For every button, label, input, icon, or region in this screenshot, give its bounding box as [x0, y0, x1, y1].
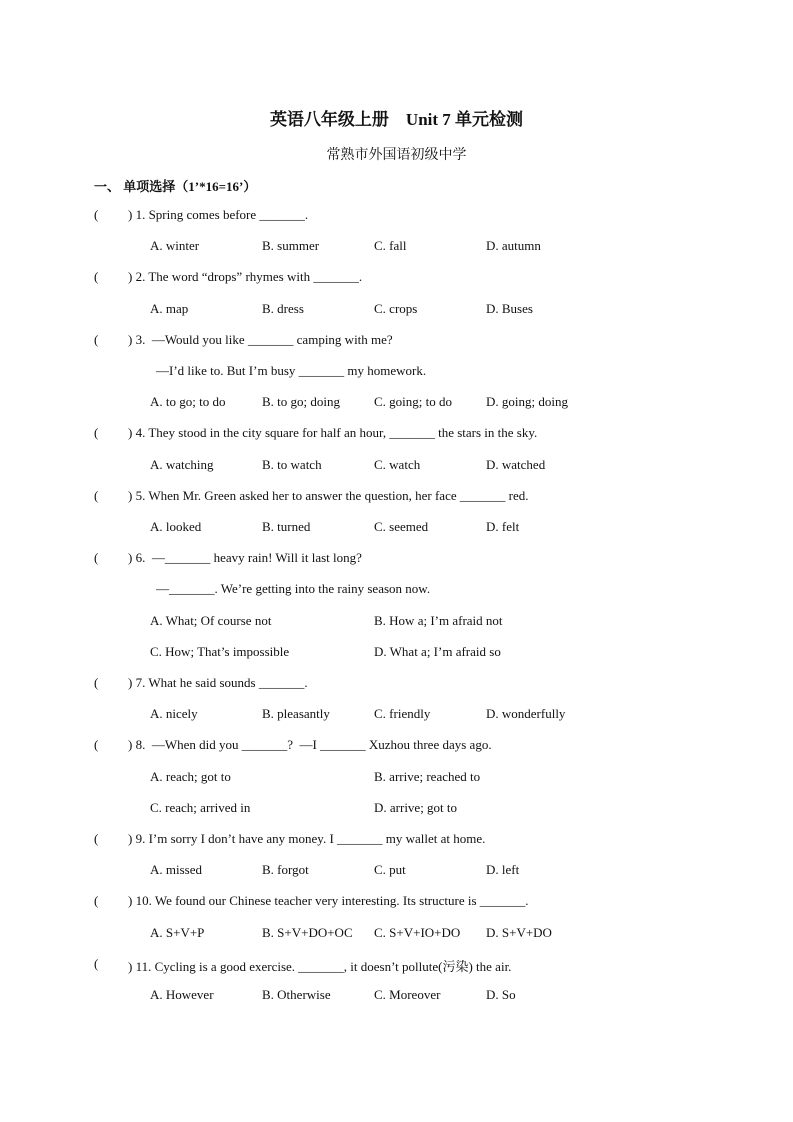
question-text: ) 7. What he said sounds _______. — [128, 675, 308, 690]
answer-blank-open: ( — [94, 488, 99, 503]
option-b: B. to watch — [262, 457, 322, 472]
option-d: D. wonderfully — [486, 706, 566, 721]
school-name: 常熟市外国语初级中学 — [326, 148, 467, 163]
option-d: D. watched — [486, 457, 546, 472]
option-a: A. looked — [150, 519, 202, 534]
section-heading: 一、 单项选择（1’*16=16’） — [94, 179, 257, 194]
option-b: B. to go; doing — [262, 394, 341, 409]
option-c: C. fall — [374, 238, 407, 253]
question-text: ) 1. Spring comes before _______. — [128, 207, 309, 222]
option-d: D. So — [486, 987, 516, 1002]
question-text: ) 11. Cycling is a good exercise. _______, it doesn’t pollute(污染) the air. — [128, 959, 512, 974]
option-a: A. watching — [150, 457, 214, 472]
option-a: A. winter — [150, 238, 200, 253]
page-title: 英语八年级上册 Unit 7 单元检测 — [269, 110, 524, 129]
option-b: B. turned — [262, 519, 311, 534]
answer-blank-open: ( — [94, 550, 99, 565]
option-b: B. Otherwise — [262, 987, 331, 1002]
question-text: ) 5. When Mr. Green asked her to answer the question, her face _______ red. — [128, 488, 529, 503]
answer-blank-open: ( — [94, 332, 99, 347]
option-b: B. How a; I’m afraid not — [374, 613, 503, 628]
option-a: A. map — [150, 301, 189, 316]
option-b: B. pleasantly — [262, 706, 330, 721]
question-text: ) 6. —_______ heavy rain! Will it last long? — [128, 550, 362, 565]
answer-blank-open: ( — [94, 269, 99, 284]
option-c: C. seemed — [374, 519, 429, 534]
answer-blank-open: ( — [94, 207, 99, 222]
option-a: A. What; Of course not — [150, 613, 272, 628]
option-c: C. S+V+IO+DO — [374, 925, 461, 940]
answer-blank-open: ( — [94, 831, 99, 846]
option-b: B. arrive; reached to — [374, 769, 481, 784]
question-continuation: —_______. We’re getting into the rainy season now. — [156, 581, 431, 596]
option-b: B. forgot — [262, 862, 309, 877]
option-c: C. put — [374, 862, 406, 877]
option-a: A. However — [150, 987, 214, 1002]
option-d: D. S+V+DO — [486, 925, 552, 940]
question-text: ) 3. —Would you like _______ camping with me? — [128, 332, 393, 347]
option-c: C. How; That’s impossible — [150, 644, 290, 659]
option-d: D. What a; I’m afraid so — [374, 644, 501, 659]
option-d: D. Buses — [486, 301, 533, 316]
option-a: A. S+V+P — [150, 925, 205, 940]
option-b: B. dress — [262, 301, 304, 316]
option-a: A. to go; to do — [150, 394, 226, 409]
option-a: A. missed — [150, 862, 202, 877]
question-continuation: —I’d like to. But I’m busy _______ my homework. — [156, 363, 427, 378]
option-c: C. watch — [374, 457, 421, 472]
answer-blank-open: ( — [94, 675, 99, 690]
question-text: ) 4. They stood in the city square for half an hour, _______ the stars in the sky. — [128, 425, 538, 440]
option-c: C. friendly — [374, 706, 431, 721]
option-d: D. left — [486, 862, 520, 877]
option-c: C. Moreover — [374, 987, 441, 1002]
option-b: B. summer — [262, 238, 320, 253]
option-c: C. going; to do — [374, 394, 453, 409]
question-text: ) 2. The word “drops” rhymes with _______. — [128, 269, 363, 284]
option-a: A. nicely — [150, 706, 198, 721]
option-d: D. arrive; got to — [374, 800, 458, 815]
option-d: D. going; doing — [486, 394, 568, 409]
option-b: B. S+V+DO+OC — [262, 925, 353, 940]
answer-blank-open: ( — [94, 956, 99, 971]
option-a: A. reach; got to — [150, 769, 231, 784]
option-d: D. felt — [486, 519, 520, 534]
option-c: C. reach; arrived in — [150, 800, 251, 815]
answer-blank-open: ( — [94, 893, 99, 908]
option-c: C. crops — [374, 301, 418, 316]
question-text: ) 10. We found our Chinese teacher very interesting. Its structure is _______. — [128, 893, 529, 908]
question-text: ) 8. —When did you _______? —I _______ Xuzhou three days ago. — [128, 737, 492, 752]
answer-blank-open: ( — [94, 737, 99, 752]
answer-blank-open: ( — [94, 425, 99, 440]
question-text: ) 9. I’m sorry I don’t have any money. I _______ my wallet at home. — [128, 831, 486, 846]
option-d: D. autumn — [486, 238, 541, 253]
